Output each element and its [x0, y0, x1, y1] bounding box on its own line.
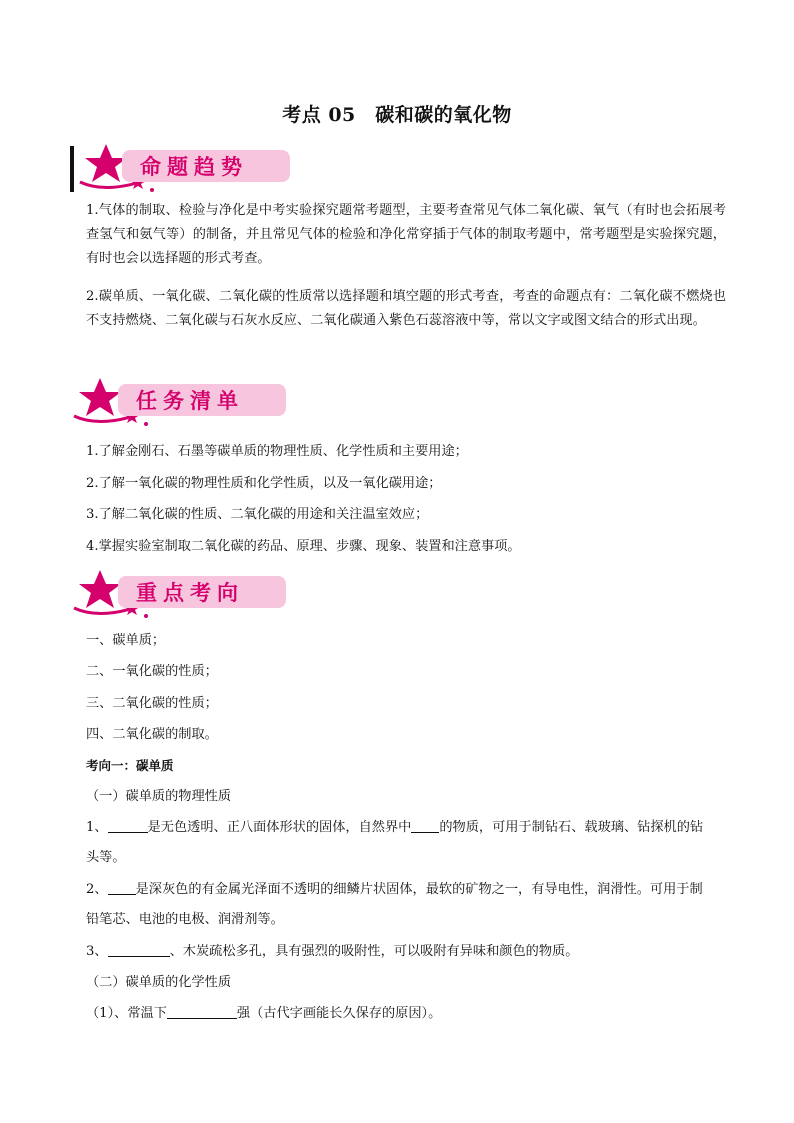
- question-text: 、木炭疏松多孔，具有强烈的吸附性，可以吸附有异味和颜色的物质。: [169, 944, 579, 959]
- question-text: 强（古代字画能长久保存的原因）。: [236, 1006, 442, 1021]
- question-3: [86, 942, 578, 962]
- part-heading: （二）碳单质的化学性质: [86, 975, 232, 990]
- question-4: [86, 1004, 441, 1024]
- question-number: 3、: [86, 944, 108, 959]
- task-item: 3.了解二氧化碳的性质、二氧化碳的用途和关注温室效应；: [86, 507, 429, 522]
- question-text: （1）、常温下: [86, 1006, 167, 1021]
- question-text: 是无色透明、正八面体形状的固体，自然界中: [147, 820, 412, 835]
- section-heading: 任务清单: [118, 384, 286, 416]
- question-text: 是深灰色的有金属光泽面不透明的细鳞片状固体，最软的矿物之一，有导电性，润滑性。可用于制: [135, 882, 703, 897]
- focus-banner: [70, 572, 270, 622]
- focus-item: 四、二氧化碳的制取。: [86, 727, 218, 742]
- question-number: 1、: [86, 820, 108, 835]
- answer-blank[interactable]: [108, 818, 148, 833]
- question-text: 的物质，可用于制钻石、载玻璃、钻探机的钻: [439, 820, 704, 835]
- answer-blank[interactable]: [167, 1004, 237, 1019]
- focus-item: 三、二氧化碳的性质；: [86, 696, 218, 711]
- page-title: 考点 05 碳和碳的氧化物: [282, 104, 512, 126]
- part-heading: （一）碳单质的物理性质: [86, 789, 232, 804]
- trend-banner: [70, 146, 270, 196]
- focus-subheading: 考向一：碳单质: [86, 758, 174, 773]
- question-1-continued: 头等。: [86, 850, 126, 865]
- question-number: 2、: [86, 882, 108, 897]
- task-item: 2.了解一氧化碳的物理性质和化学性质，以及一氧化碳用途；: [86, 476, 442, 491]
- section-heading: 命题趋势: [122, 150, 290, 182]
- answer-blank[interactable]: [108, 880, 136, 895]
- section-heading: 重点考向: [118, 576, 286, 608]
- question-1: [86, 818, 703, 838]
- question-2: [86, 880, 703, 900]
- focus-item: 二、一氧化碳的性质；: [86, 664, 218, 679]
- answer-blank[interactable]: [411, 818, 439, 833]
- trend-paragraph-2: 2.碳单质、一氧化碳、二氧化碳的性质常以选择题和填空题的形式考查，考查的命题点有：二氧化碳不燃烧也不支持燃烧、二氧化碳与石灰水反应、二氧化碳通入紫色石蕊溶液中等，常以文字或图文结合的形式出现。: [86, 289, 726, 328]
- trend-paragraph-1: 1.气体的制取、检验与净化是中考实验探究题常考题型，主要考查常见气体二氧化碳、氧气（有时也会拓展考查氢气和氨气等）的制备，并且常见气体的检验和净化常穿插于气体的制取考题中，常考题型是实验探究题，有时也会以选择题的形式考查。: [86, 203, 726, 266]
- task-item: 1.了解金刚石、石墨等碳单质的物理性质、化学性质和主要用途；: [86, 444, 468, 459]
- answer-blank[interactable]: [108, 942, 170, 957]
- tasks-banner: [70, 380, 270, 430]
- focus-item: 一、碳单质；: [86, 633, 166, 648]
- task-item: 4.掌握实验室制取二氧化碳的药品、原理、步骤、现象、装置和注意事项。: [86, 539, 521, 554]
- question-2-continued: 铅笔芯、电池的电极、润滑剂等。: [86, 912, 284, 927]
- banner-bar: [70, 146, 74, 192]
